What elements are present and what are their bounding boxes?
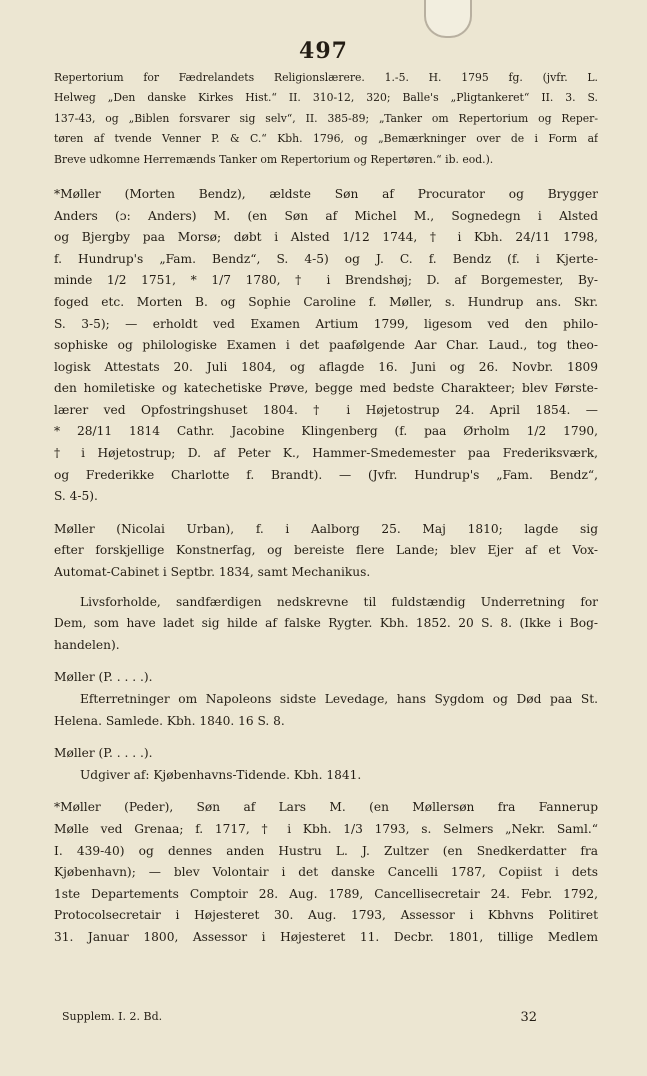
text-line: tøren af tvende Venner P. & C.“ Kbh. 1796, og „Bemærkninger over de i Form af (54, 132, 598, 146)
page-content (54, 68, 598, 949)
text-line: 137-43, og „Biblen forsvarer sig selv“, II. 385-89; „Tanker om Repertorium og Reper- (54, 111, 598, 125)
text-line: 1ste Departements Comptoir 28. Aug. 1789, Cancellisecretair 24. Febr. 1792, (54, 886, 598, 901)
text-line: den homiletiske og katechetiske Prøve, begge med bedste Charakteer; blev Første- (54, 381, 598, 396)
spacer (54, 508, 598, 519)
spacer (54, 656, 598, 667)
entry-heading-line: Møller (P. . . . .). (54, 670, 153, 685)
text-line: logisk Attestats 20. Juli 1804, og aflagde 16. Juni og 26. Novbr. 1809 (54, 359, 598, 374)
text-line: S. 4-5). (54, 489, 98, 504)
text-line: foged etc. Morten B. og Sophie Caroline f. Møller, s. Hundrup ans. Skr. (54, 294, 598, 309)
text-line: og Frederikke Charlotte f. Brandt). — (Jvfr. Hundrup's „Fam. Bendz“, (54, 467, 598, 482)
text-line: sophiske og philologiske Examen i det paafølgende Aar Char. Laud., tog theo- (54, 338, 598, 353)
text-line: Kjøbenhavn); — blev Volontair i det danske Cancelli 1787, Copiist i dets (54, 865, 598, 880)
text-line: Efterretninger om Napoleons sidste Levedage, hans Sygdom og Død paa St. (80, 692, 598, 707)
entry-heading-line: Møller (P. . . . .). (54, 746, 153, 761)
text-line: Livsforholde, sandfærdigen nedskrevne til fuldstændig Underretning for (80, 594, 598, 609)
spacer (54, 786, 598, 797)
text-line: Automat-Cabinet i Septbr. 1834, samt Mechanikus. (54, 565, 371, 580)
entry-moller-nicolai-urban (54, 519, 598, 584)
entry-moller-p-2 (54, 743, 598, 786)
text-line: S. 3-5); — erholdt ved Examen Artium 1799, ligesom ved den philo- (54, 316, 598, 331)
entry-continuation (54, 68, 598, 170)
text-line: Helweg „Den danske Kirkes Hist.“ II. 310-12, 320; Balle's „Pligtankeret“ II. 3. S. (54, 91, 598, 105)
text-line: lærer ved Opfostringshuset 1804. † i Højetostrup 24. April 1854. — (54, 402, 598, 417)
footer-signature: Supplem. I. 2. Bd. (62, 1010, 163, 1023)
text-line: Anders (ɔ: Anders) M. (en Søn af Michel M., Sognedegn i Alsted (54, 208, 598, 223)
page-tab-notch (424, 0, 472, 38)
entry-heading-line: *Møller (Morten Bendz), ældste Søn af Procurator og Brygger (54, 186, 598, 201)
text-line: minde 1/2 1751, * 1/7 1780, † i Brendshøj; D. af Borgemester, By- (54, 273, 598, 288)
spacer (54, 732, 598, 743)
entry-moller-morten-bendz (54, 184, 598, 508)
page-footer (62, 1010, 593, 1030)
text-line: * 28/11 1814 Cathr. Jacobine Klingenberg (f. paa Ørholm 1/2 1790, (54, 424, 598, 439)
entry-heading-line: Møller (Nicolai Urban), f. i Aalborg 25. Maj 1810; lagde sig (54, 521, 598, 536)
text-line: Breve udkomne Herremænds Tanker om Repertorium og Repertøren.“ ib. eod.). (54, 152, 494, 166)
text-line: Udgiver af: Kjøbenhavns-Tidende. Kbh. 1841. (80, 767, 362, 782)
entry-moller-peder (54, 797, 598, 948)
text-line: Mølle ved Grenaa; f. 1717, † i Kbh. 1/3 1793, s. Selmers „Nekr. Saml.“ (54, 821, 598, 836)
text-line: Dem, som have ladet sig hilde af falske Rygter. Kbh. 1852. 20 S. 8. (Ikke i Bog- (54, 616, 598, 631)
text-line: og Bjergby paa Morsø; døbt i Alsted 1/12 1744, † i Kbh. 24/11 1798, (54, 230, 598, 245)
text-line: I. 439-40) og dennes anden Hustru L. J. Zultzer (en Snedkerdatter fra (54, 843, 598, 858)
footer-sheet-number: 32 (520, 1010, 537, 1025)
text-line: Helena. Samlede. Kbh. 1840. 16 S. 8. (54, 713, 285, 728)
entry-moller-livsforholde (54, 592, 598, 657)
entry-heading-line: *Møller (Peder), Søn af Lars M. (en Møllersøn fra Fannerup (54, 800, 598, 815)
page-number: 497 (299, 38, 348, 64)
text-line: f. Hundrup's „Fam. Bendz“, S. 4-5) og J. C. f. Bendz (f. i Kjerte- (54, 251, 598, 266)
text-line: Repertorium for Fædrelandets Religionslærere. 1.-5. H. 1795 fg. (jvfr. L. (54, 71, 598, 84)
text-line: 31. Januar 1800, Assessor i Højesteret 11. Decbr. 1801, tillige Medlem (54, 929, 598, 944)
text-line: Protocolsecretair i Højesteret 30. Aug. 1793, Assessor i Kbhvns Politiret (54, 908, 598, 923)
text-line: † i Højetostrup; D. af Peter K., Hammer-Smedemester paa Frederiksværk, (54, 446, 598, 461)
text-line: efter forskjellige Konstnerfag, og bereiste flere Lande; blev Ejer af et Vox- (54, 543, 598, 558)
spacer (54, 584, 598, 592)
text-line: handelen). (54, 637, 120, 652)
spacer (54, 170, 598, 184)
entry-moller-p-1 (54, 667, 598, 732)
